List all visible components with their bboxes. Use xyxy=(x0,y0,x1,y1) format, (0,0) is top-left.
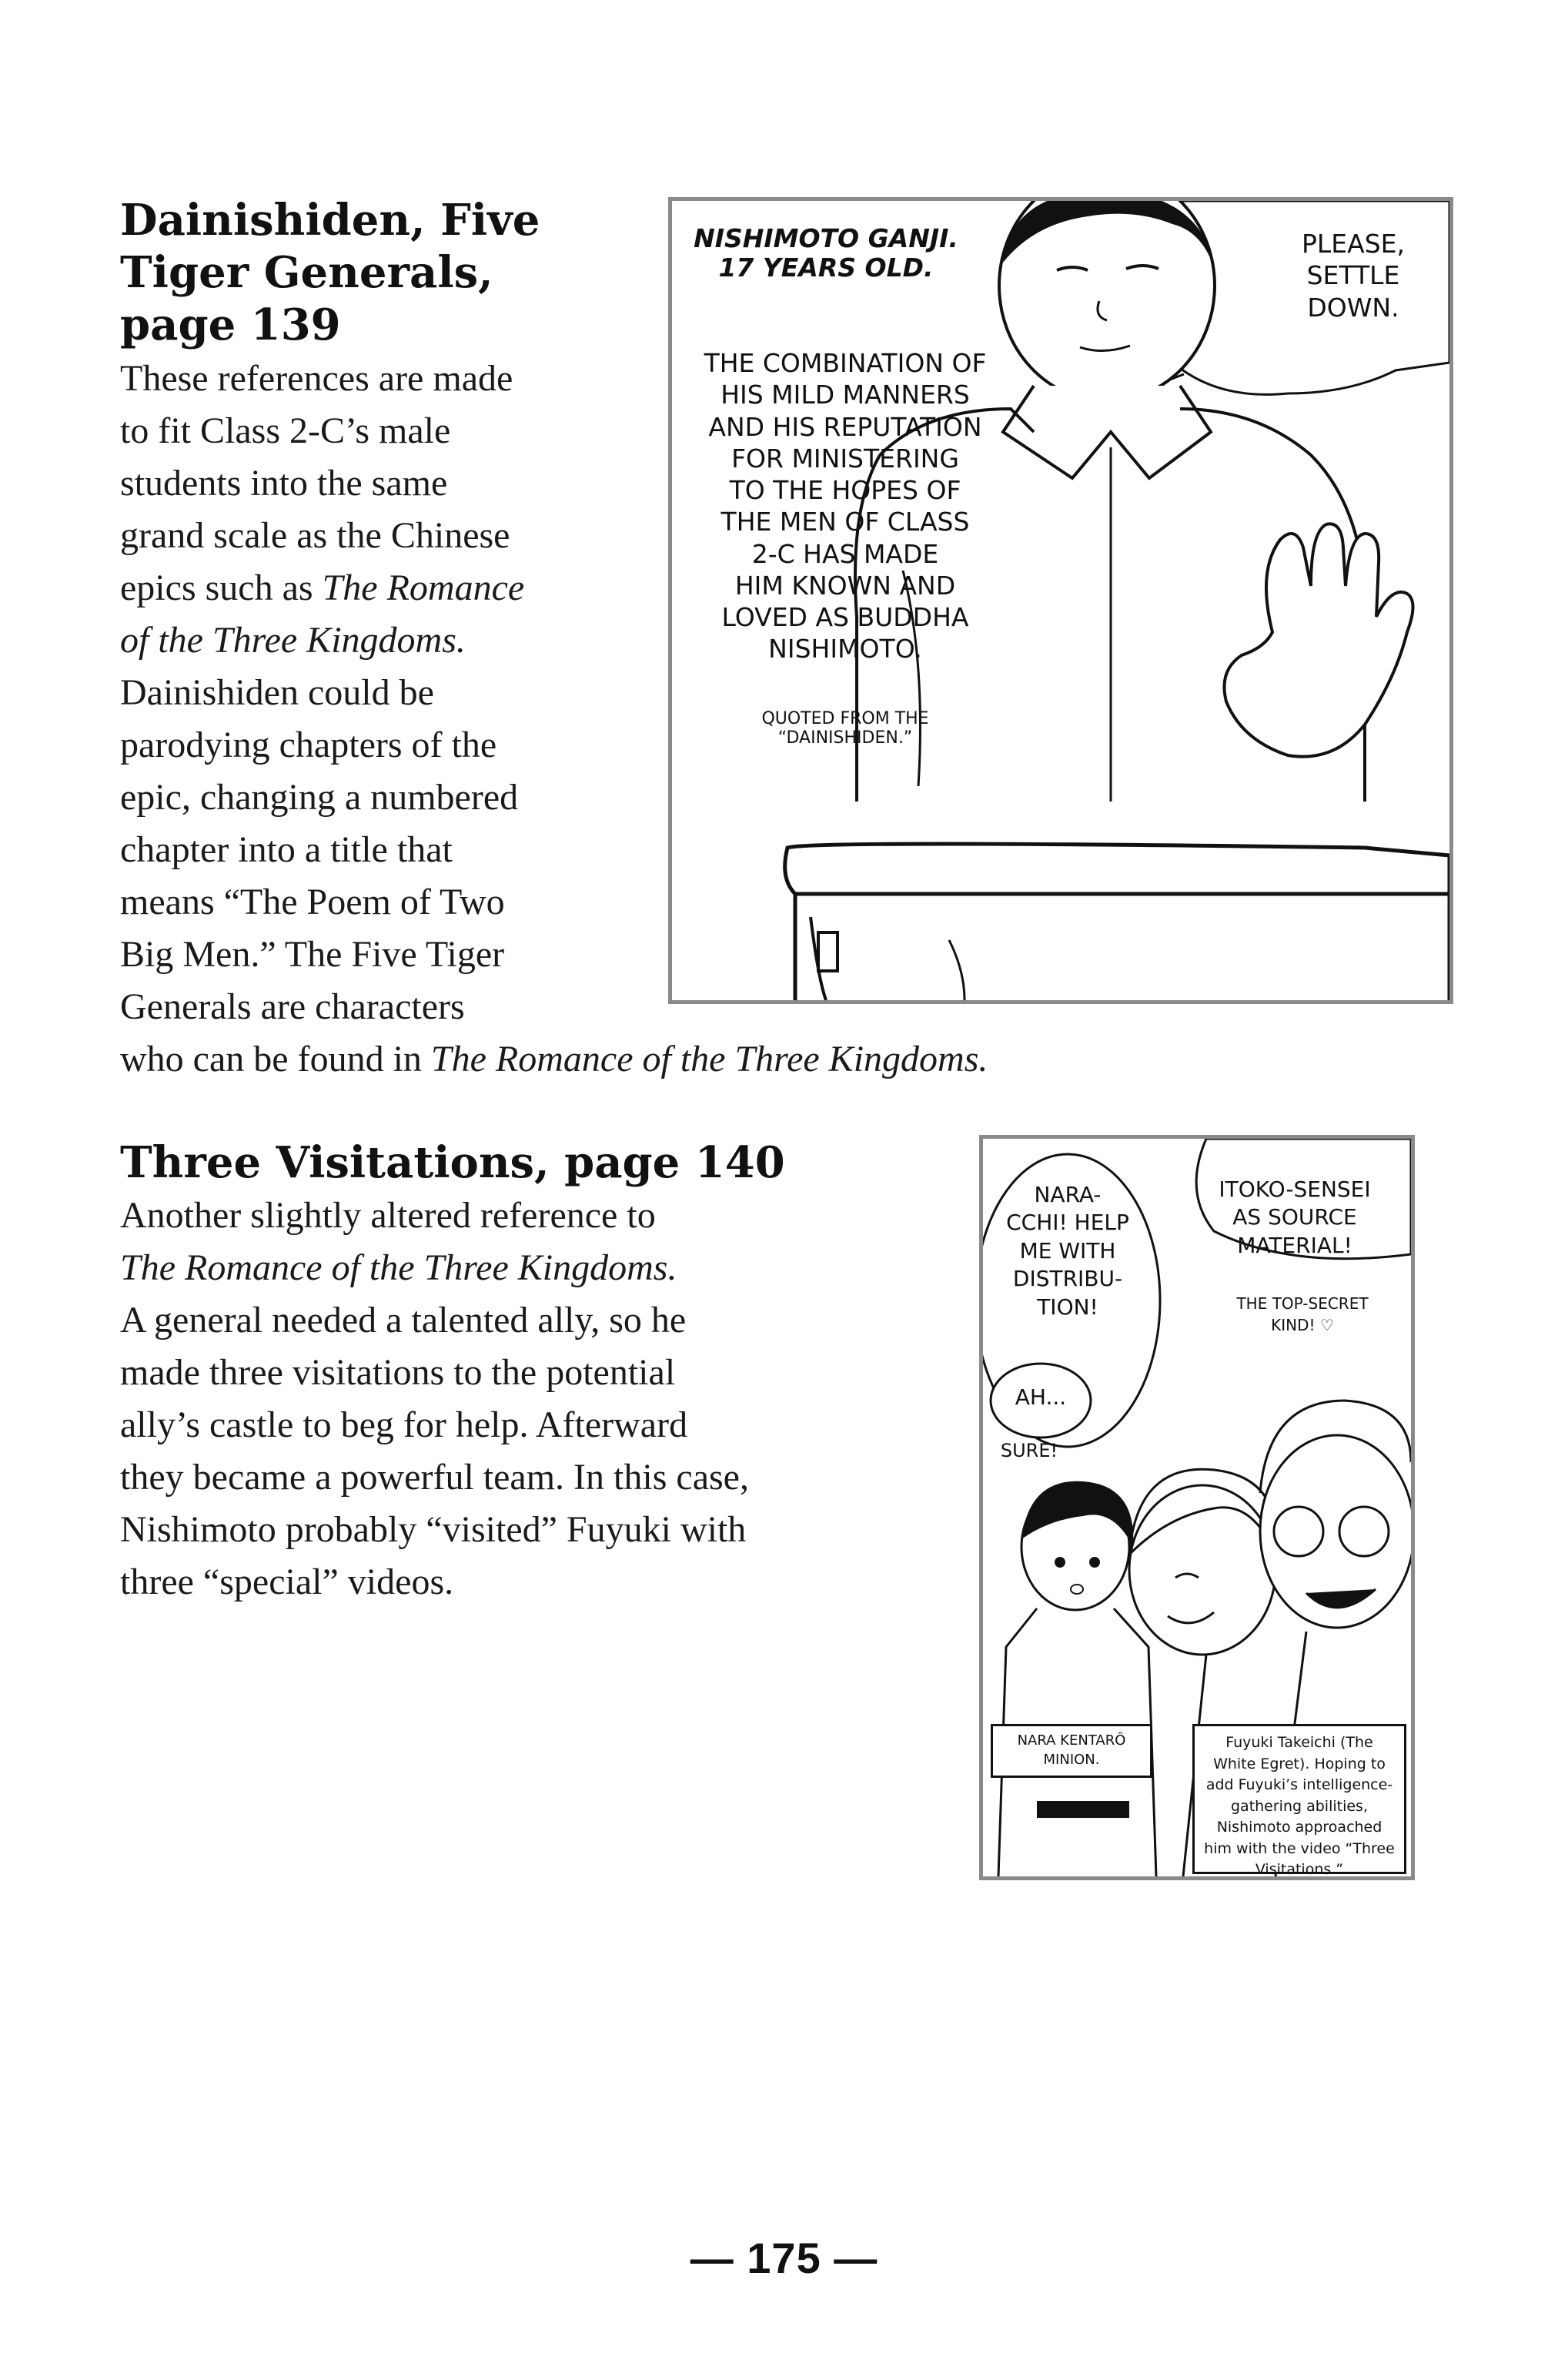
speech-sure: SURE! xyxy=(1000,1440,1058,1461)
body-text-segment: chapter into a title that xyxy=(120,829,453,870)
speech-naracchi-help: NARA- CCHI! HELP ME WITH DISTRIBU- TION! xyxy=(1006,1182,1129,1320)
quote-note: QUOTED FROM THE “DAINISHIDEN.” xyxy=(761,709,929,748)
body-text-segment: made three visitations to the potential xyxy=(120,1352,676,1393)
body-text-segment: These references are made xyxy=(120,358,513,399)
page-number: — 175 — xyxy=(690,2234,878,2282)
body-text-segment: Dainishiden could be xyxy=(120,672,434,713)
speech-ah: AH... xyxy=(1015,1384,1067,1410)
heading-line: page 139 xyxy=(120,300,341,350)
italic-title: The Romance of the Three Kingdoms. xyxy=(120,1247,677,1288)
body-text-segment: to fit Class 2-C’s male xyxy=(120,410,451,451)
name-caption: NISHIMOTO GANJI. 17 YEARS OLD. xyxy=(694,223,958,283)
body-text-segment: students into the same xyxy=(120,463,448,504)
body-text-segment: A general needed a talented ally, so he xyxy=(120,1300,687,1341)
body-line xyxy=(120,1294,749,1347)
speech-itoko-sensei: ITOKO-SENSEI AS SOURCE MATERIAL! xyxy=(1219,1176,1371,1258)
body-text-segment: who can be found in xyxy=(120,1039,431,1079)
caption-fuyuki-takeichi: Fuyuki Takeichi (The White Egret). Hoping to add Fuyuki’s intelligence- gathering abilities, Nishimoto approached him with the video “Three Visitations.” xyxy=(1192,1724,1406,1874)
heading-line: Dainishiden, Five xyxy=(120,195,540,246)
body-line xyxy=(120,1451,749,1504)
heading-line: Tiger Generals, xyxy=(120,247,493,298)
italic-title: The Romance xyxy=(322,567,525,608)
body-text-segment: they became a powerful team. In this case, xyxy=(120,1457,749,1498)
body-line xyxy=(120,1242,749,1294)
body-text-segment: Another slightly altered reference to xyxy=(120,1195,656,1236)
heart-icon: ♡ xyxy=(1319,1316,1334,1334)
manga-panel-nara-fuyuki xyxy=(979,1135,1415,1880)
italic-title: The Romance of the Three Kingdoms. xyxy=(430,1039,988,1079)
body-text-segment: grand scale as the Chinese xyxy=(120,515,510,556)
body-line xyxy=(120,1556,749,1608)
italic-title: of the Three Kingdoms. xyxy=(120,620,466,661)
speech-please-settle-down: PLEASE, SETTLE DOWN. xyxy=(1302,229,1405,323)
body-text-segment: epic, changing a numbered xyxy=(120,777,519,818)
body-text-segment: Big Men.” The Five Tiger xyxy=(120,934,505,975)
section-heading-dainishiden xyxy=(120,194,540,351)
body-text-segment: Generals are characters xyxy=(120,986,465,1027)
caption-nara-kentaro: NARA KENTARÔ MINION. xyxy=(991,1724,1152,1778)
body-line xyxy=(120,1347,749,1399)
section-body-three-visitations xyxy=(120,1190,749,1608)
body-text-segment: epics such as xyxy=(120,567,323,608)
body-text-segment: parodying chapters of the xyxy=(120,725,497,765)
body-text-segment: means “The Poem of Two xyxy=(120,882,505,922)
body-text-segment: three “special” videos. xyxy=(120,1561,454,1602)
body-line xyxy=(120,1190,749,1242)
body-line xyxy=(120,1399,749,1451)
note-top-secret: THE TOP-SECRET KIND! ♡ xyxy=(1236,1294,1369,1334)
body-text-segment: ally’s castle to beg for help. Afterward xyxy=(120,1404,688,1445)
narration-text: THE COMBINATION OF HIS MILD MANNERS AND HIS REPUTATION FOR MINISTERING TO THE HOPES OF THE MEN OF CLASS 2-C HAS MADE HIM KNOWN AND LOVED AS BUDDHA NISHIMOTO. xyxy=(704,348,987,664)
manga-panel-nishimoto xyxy=(668,197,1453,1004)
section-heading-three-visitations: Three Visitations, page 140 xyxy=(120,1137,785,1188)
body-text-segment: Nishimoto probably “visited” Fuyuki with xyxy=(120,1509,747,1550)
body-line xyxy=(120,1504,749,1556)
body-line xyxy=(120,1033,988,1086)
